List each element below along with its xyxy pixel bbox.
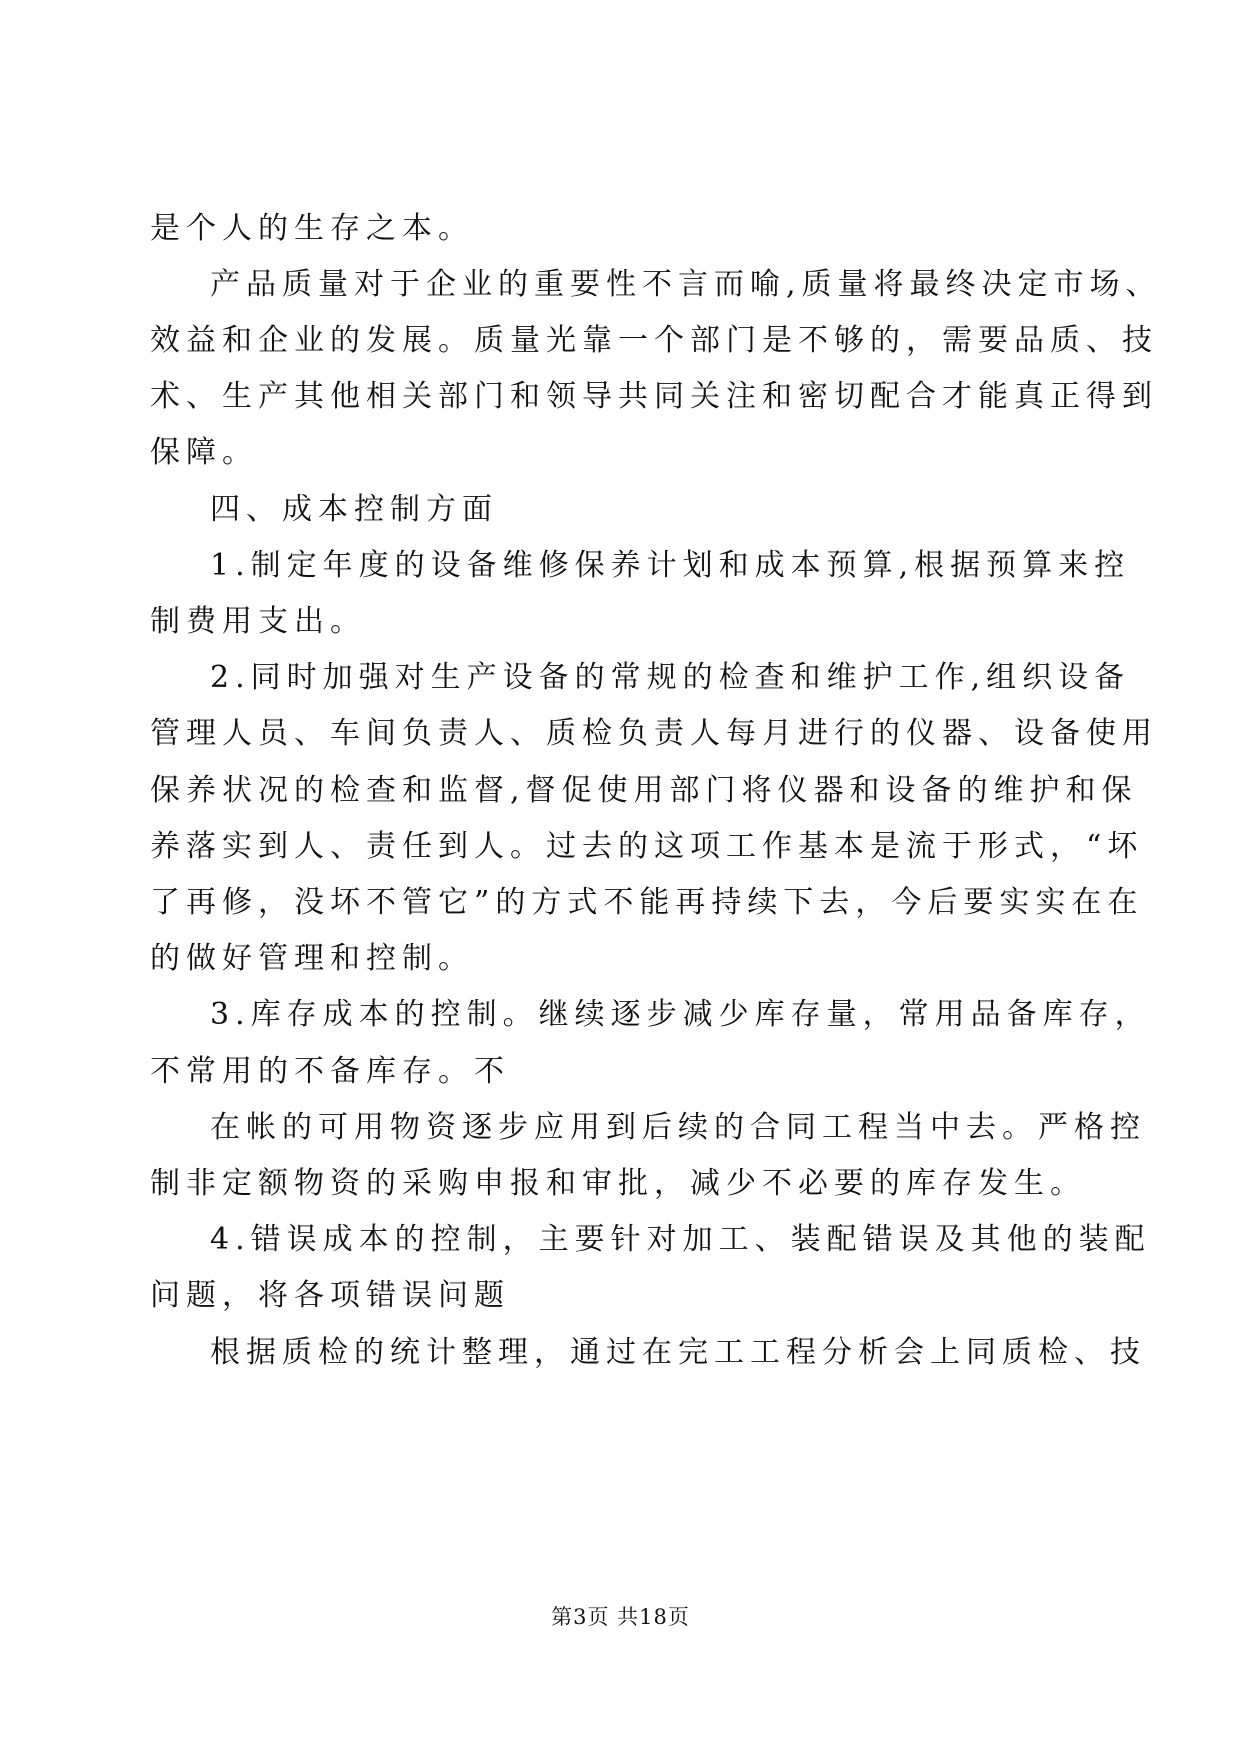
paragraph-line: 在帐的可用物资逐步应用到后续的合同工程当中去。严格控: [210, 1110, 1146, 1145]
paragraph-line: 是个人的生存之本。: [150, 211, 474, 246]
paragraph-line: 问题，将各项错误问题: [150, 1278, 510, 1313]
paragraph-line: 保养状况的检查和监督,督促使用部门将仪器和设备的维护和保: [150, 773, 1138, 808]
paragraph-line: 1.制定年度的设备维修保养计划和成本预算,根据预算来控: [210, 548, 1131, 583]
paragraph-line: 的做好管理和控制。: [150, 941, 474, 976]
paragraph-line: 了再修，没坏不管它”的方式不能再持续下去，今后要实实在在: [150, 885, 1144, 920]
paragraph-line: 制非定额物资的采购申报和审批，减少不必要的库存发生。: [150, 1166, 1086, 1201]
paragraph-line: 4.错误成本的控制，主要针对加工、装配错误及其他的装配: [210, 1222, 1151, 1257]
paragraph-line: 术、生产其他相关部门和领导共同关注和密切配合才能真正得到: [150, 379, 1158, 414]
paragraph-line: 效益和企业的发展。质量光靠一个部门是不够的，需要品质、技: [150, 323, 1158, 358]
paragraph-line: 3.库存成本的控制。继续逐步减少库存量，常用品备库存，: [210, 997, 1151, 1032]
section-heading: 四、成本控制方面: [210, 492, 498, 527]
paragraph-line: 不常用的不备库存。不: [150, 1054, 510, 1089]
paragraph-line: 养落实到人、责任到人。过去的这项工作基本是流于形式，“坏: [150, 829, 1144, 864]
paragraph-line: 管理人员、车间负责人、质检负责人每月进行的仪器、设备使用: [150, 716, 1158, 751]
paragraph-line: 2.同时加强对生产设备的常规的检查和维护工作,组织设备: [210, 660, 1131, 695]
paragraph-line: 根据质检的统计整理，通过在完工工程分析会上同质检、技: [210, 1335, 1146, 1370]
paragraph-line: 产品质量对于企业的重要性不言而喻,质量将最终决定市场、: [210, 267, 1162, 302]
page-footer: 第3页 共18页: [551, 1605, 690, 1629]
paragraph-line: 保障。: [150, 435, 258, 470]
paragraph-line: 制费用支出。: [150, 604, 366, 639]
